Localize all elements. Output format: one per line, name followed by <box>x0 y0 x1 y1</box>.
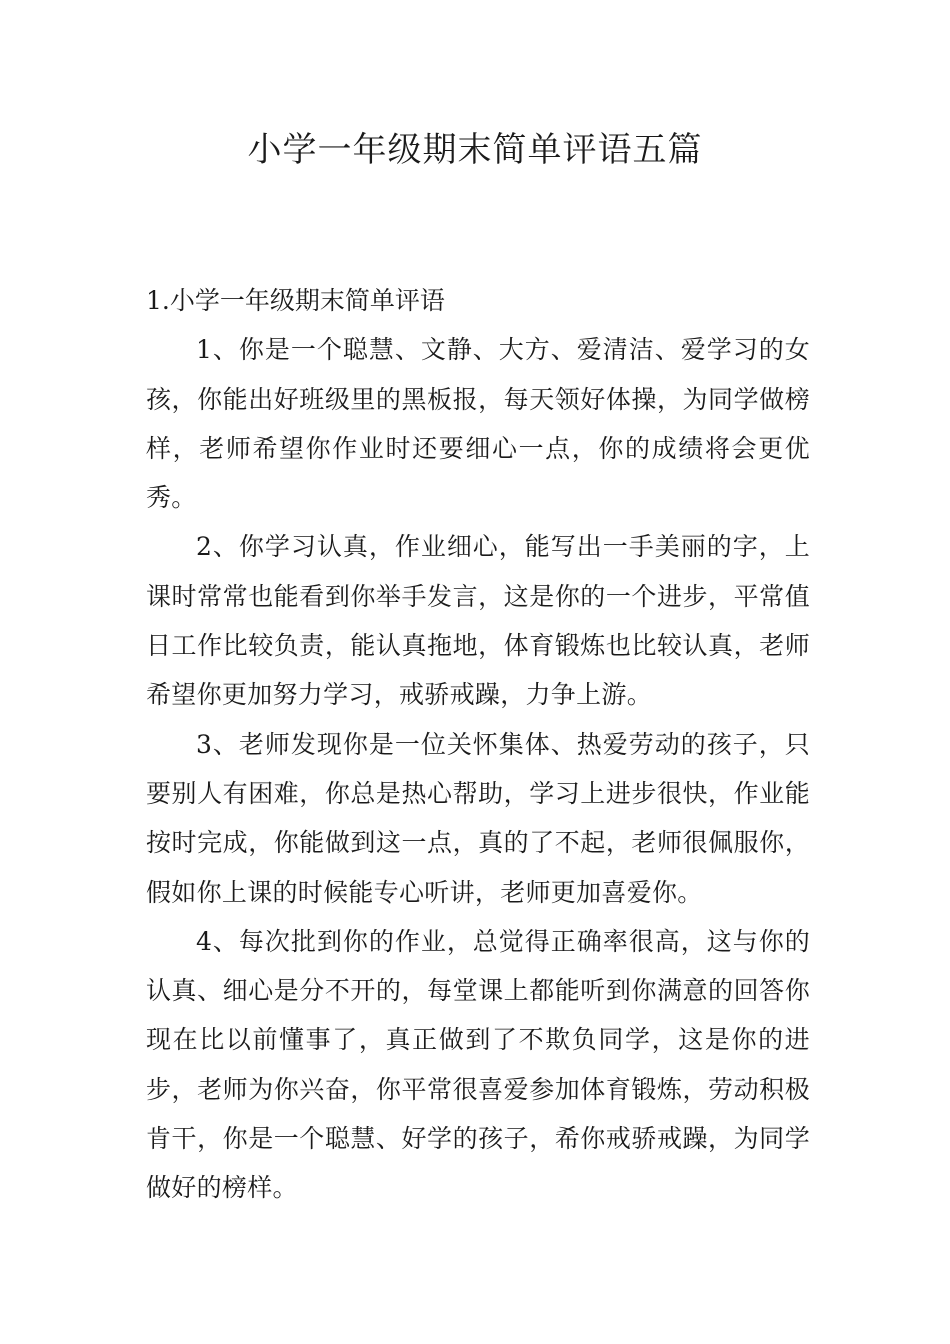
section-heading: 1.小学一年级期末简单评语 <box>146 286 445 315</box>
paragraph-2: 2、你学习认真，作业细心，能写出一手美丽的字，上课时常常也能看到你举手发言，这是你的一个进步，平常值日工作比较负责，能认真拖地，体育锻炼也比较认真，老师希望你更加努力学习，戒骄戒躁，力争上游。 <box>146 532 810 710</box>
document-title: 小学一年级期末简单评语五篇 <box>247 130 703 170</box>
paragraph-1: 1、你是一个聪慧、文静、大方、爱清洁、爱学习的女孩，你能出好班级里的黑板报，每天领好体操，为同学做榜样，老师希望你作业时还要细心一点，你的成绩将会更优秀。 <box>146 335 810 513</box>
paragraph-3: 3、老师发现你是一位关怀集体、热爱劳动的孩子，只要别人有困难，你总是热心帮助，学习上进步很快，作业能按时完成，你能做到这一点，真的了不起，老师很佩服你，假如你上课的时候能专心听讲，老师更加喜爱你。 <box>146 729 810 907</box>
paragraph-4: 4、每次批到你的作业，总觉得正确率很高，这与你的认真、细心是分不开的，每堂课上都能听到你满意的回答你现在比以前懂事了，真正做到了不欺负同学，这是你的进步，老师为你兴奋，你平常很喜爱参加体育锻炼，劳动积极肯干，你是一个聪慧、好学的孩子，希你戒骄戒躁，为同学做好的榜样。 <box>146 926 810 1203</box>
document-body <box>146 276 810 1213</box>
